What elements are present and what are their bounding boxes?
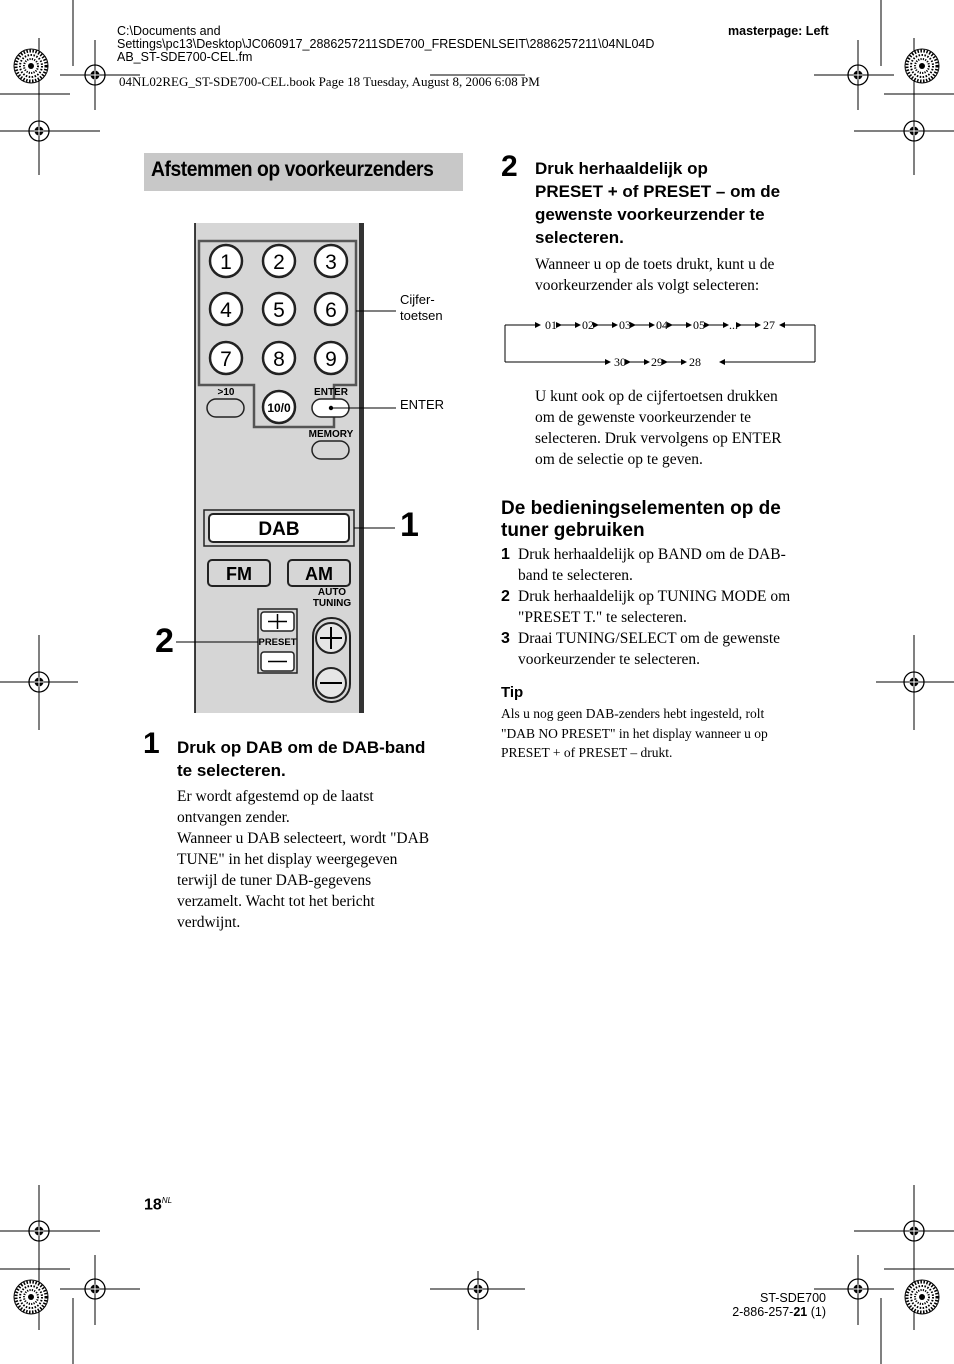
section-title: Afstemmen op voorkeurzenders bbox=[151, 158, 434, 181]
tuning-label: TUNING bbox=[312, 598, 352, 609]
step2-after-line: om de selectie op te geven. bbox=[535, 451, 703, 468]
step2-after-line: U kunt ook op de cijfertoetsen drukken bbox=[535, 388, 778, 405]
tuner-item-line: Druk herhaaldelijk op BAND om de DAB- bbox=[518, 546, 786, 563]
header-path bbox=[117, 25, 654, 64]
step2-body-line: voorkeurzender als volgt selecteren: bbox=[535, 277, 760, 294]
seq-bottom-0: 30 bbox=[614, 355, 626, 369]
tip-body bbox=[501, 704, 768, 763]
tip-heading: Tip bbox=[501, 684, 524, 701]
step1-body-line: TUNE" in het display weergegeven bbox=[177, 851, 398, 868]
key-9[interactable] bbox=[315, 342, 347, 374]
page-lang: NL bbox=[161, 1196, 173, 1205]
step1-heading bbox=[177, 736, 425, 782]
step2-heading-line: PRESET + of PRESET – om de bbox=[535, 182, 781, 201]
tuner-item-number: 3 bbox=[501, 630, 510, 647]
key-9-label: 9 bbox=[325, 348, 337, 371]
page-number-value: 18 bbox=[144, 1196, 162, 1214]
step1-body-line: verdwijnt. bbox=[177, 914, 241, 931]
callout-digit-keys bbox=[400, 292, 443, 324]
fm-label: FM bbox=[226, 564, 252, 584]
tuner-list bbox=[501, 544, 831, 670]
tuner-item-line: Draai TUNING/SELECT om de gewenste bbox=[518, 630, 781, 647]
key-2-label: 2 bbox=[273, 251, 285, 274]
gt10-label: >10 bbox=[217, 387, 235, 398]
seq-top-0: 01 bbox=[545, 318, 557, 332]
footer-model: ST-SDE700 bbox=[759, 1291, 826, 1305]
seq-top-4: 05 bbox=[693, 318, 705, 332]
seq-bottom-1: 29 bbox=[651, 355, 663, 369]
step1-heading-line2: te selecteren. bbox=[177, 761, 286, 780]
key-7[interactable] bbox=[210, 342, 242, 374]
step2-body-line: Wanneer u op de toets drukt, kunt u de bbox=[535, 256, 775, 273]
memory-label: MEMORY bbox=[308, 429, 354, 440]
key-4[interactable] bbox=[210, 293, 242, 325]
step1-body-line: verzamelt. Wacht tot het bericht bbox=[177, 893, 375, 910]
header-book-line: 04NL02REG_ST-SDE700-CEL.book Page 18 Tuesday, August 8, 2006 6:08 PM bbox=[119, 74, 540, 89]
ten-zero-button[interactable] bbox=[263, 391, 295, 423]
auto-label: AUTO bbox=[317, 587, 347, 598]
step1-body-line: terwijl de tuner DAB-gegevens bbox=[177, 872, 372, 889]
tuning-minus-button[interactable] bbox=[316, 668, 346, 698]
tuner-item-line: voorkeurzender te selecteren. bbox=[518, 651, 701, 668]
key-5-label: 5 bbox=[273, 299, 285, 322]
footer-code bbox=[732, 1305, 826, 1319]
tuner-heading-line2: tuner gebruiken bbox=[501, 520, 645, 541]
tuner-list-item bbox=[501, 628, 831, 670]
step1-body-line: ontvangen zender. bbox=[177, 809, 290, 826]
key-6[interactable] bbox=[315, 293, 347, 325]
section-title-bar bbox=[144, 153, 463, 191]
key-6-label: 6 bbox=[325, 299, 337, 322]
key-3[interactable] bbox=[315, 245, 347, 277]
am-label: AM bbox=[305, 564, 333, 584]
key-1[interactable] bbox=[210, 245, 242, 277]
tuner-heading-line1: De bedieningselementen op de bbox=[501, 498, 781, 519]
step2-heading-line: selecteren. bbox=[535, 228, 624, 247]
step1-body bbox=[177, 786, 477, 933]
step2-heading bbox=[535, 157, 780, 249]
step2-after-line: selecteren. Druk vervolgens op ENTER bbox=[535, 430, 782, 447]
footer-code-suffix: (1) bbox=[807, 1305, 826, 1319]
enter-key-label: ENTER bbox=[314, 387, 348, 398]
tuner-heading bbox=[501, 498, 781, 542]
step2-after-line: om de gewenste voorkeurzender te bbox=[535, 409, 752, 426]
numeric-keys bbox=[210, 245, 347, 374]
preset-label: PRESET bbox=[258, 637, 297, 648]
key-1-label: 1 bbox=[220, 251, 232, 274]
footer-codes bbox=[732, 1291, 826, 1319]
key-8[interactable] bbox=[263, 342, 295, 374]
step2-number: 2 bbox=[501, 150, 518, 183]
seq-bottom-2: 28 bbox=[689, 355, 701, 369]
tip-line: PRESET + of PRESET – drukt. bbox=[501, 745, 673, 760]
header-masterpage: masterpage: Left bbox=[728, 24, 829, 38]
step2-after bbox=[535, 386, 782, 470]
preset-sequence-diagram bbox=[500, 312, 825, 372]
step1-heading-line1: Druk op DAB om de DAB-band bbox=[177, 738, 426, 757]
key-7-label: 7 bbox=[220, 348, 232, 371]
callout-enter: ENTER bbox=[400, 397, 445, 412]
tuner-item-line: "PRESET T." te selecteren. bbox=[518, 609, 687, 626]
callout-digits-line2: toetsen bbox=[400, 308, 443, 323]
page-number bbox=[144, 1196, 172, 1214]
footer-code-prefix: 2-886-257- bbox=[732, 1305, 794, 1319]
step1-body-line: Er wordt afgestemd op de laatst bbox=[177, 788, 374, 805]
key-8-label: 8 bbox=[273, 348, 285, 371]
callout-number-2: 2 bbox=[155, 622, 174, 660]
dab-label: DAB bbox=[258, 519, 300, 540]
seq-top-6: 27 bbox=[763, 318, 775, 332]
step1-body-line: Wanneer u DAB selecteert, wordt "DAB bbox=[177, 830, 430, 847]
seq-top-2: 03 bbox=[619, 318, 631, 332]
key-2[interactable] bbox=[263, 245, 295, 277]
seq-top-3: 04 bbox=[656, 318, 668, 332]
tuner-list-item bbox=[501, 586, 831, 628]
step2-body bbox=[535, 254, 774, 296]
step1-number: 1 bbox=[143, 727, 160, 760]
callout-digits-line1: Cijfer- bbox=[400, 292, 435, 307]
step2-heading-line: Druk herhaaldelijk op bbox=[535, 159, 708, 178]
header-path-line1: C:\Documents and bbox=[117, 24, 221, 38]
gt10-button[interactable] bbox=[207, 399, 244, 417]
callout-number-1: 1 bbox=[400, 506, 419, 544]
tuner-item-number: 1 bbox=[501, 546, 510, 563]
seq-top-5: ... bbox=[729, 318, 738, 332]
tip-line: "DAB NO PRESET" in het display wanneer u op bbox=[501, 725, 768, 741]
tip-line: Als u nog geen DAB-zenders hebt ingesteld, rolt bbox=[501, 706, 765, 721]
tuning-plus-button[interactable] bbox=[316, 623, 346, 653]
ten-zero-label: 10/0 bbox=[267, 401, 291, 415]
tuner-item-line: band te selecteren. bbox=[518, 567, 633, 584]
seq-top-1: 02 bbox=[582, 318, 594, 332]
header-path-line2: Settings\pc13\Desktop\JC060917_2886257211SDE700_FRESDENLSEIT\2886257211\04NL04D bbox=[117, 37, 655, 51]
header-path-line3: AB_ST-SDE700-CEL.fm bbox=[117, 50, 253, 64]
footer-code-bold: 21 bbox=[793, 1305, 808, 1319]
key-4-label: 4 bbox=[220, 299, 232, 322]
key-3-label: 3 bbox=[325, 251, 337, 274]
tuner-item-line: Druk herhaaldelijk op TUNING MODE om bbox=[518, 588, 791, 605]
step2-heading-line: gewenste voorkeurzender te bbox=[535, 205, 765, 224]
memory-button[interactable] bbox=[312, 441, 349, 459]
tuner-item-number: 2 bbox=[501, 588, 510, 605]
key-5[interactable] bbox=[263, 293, 295, 325]
tuner-list-item bbox=[501, 544, 831, 586]
